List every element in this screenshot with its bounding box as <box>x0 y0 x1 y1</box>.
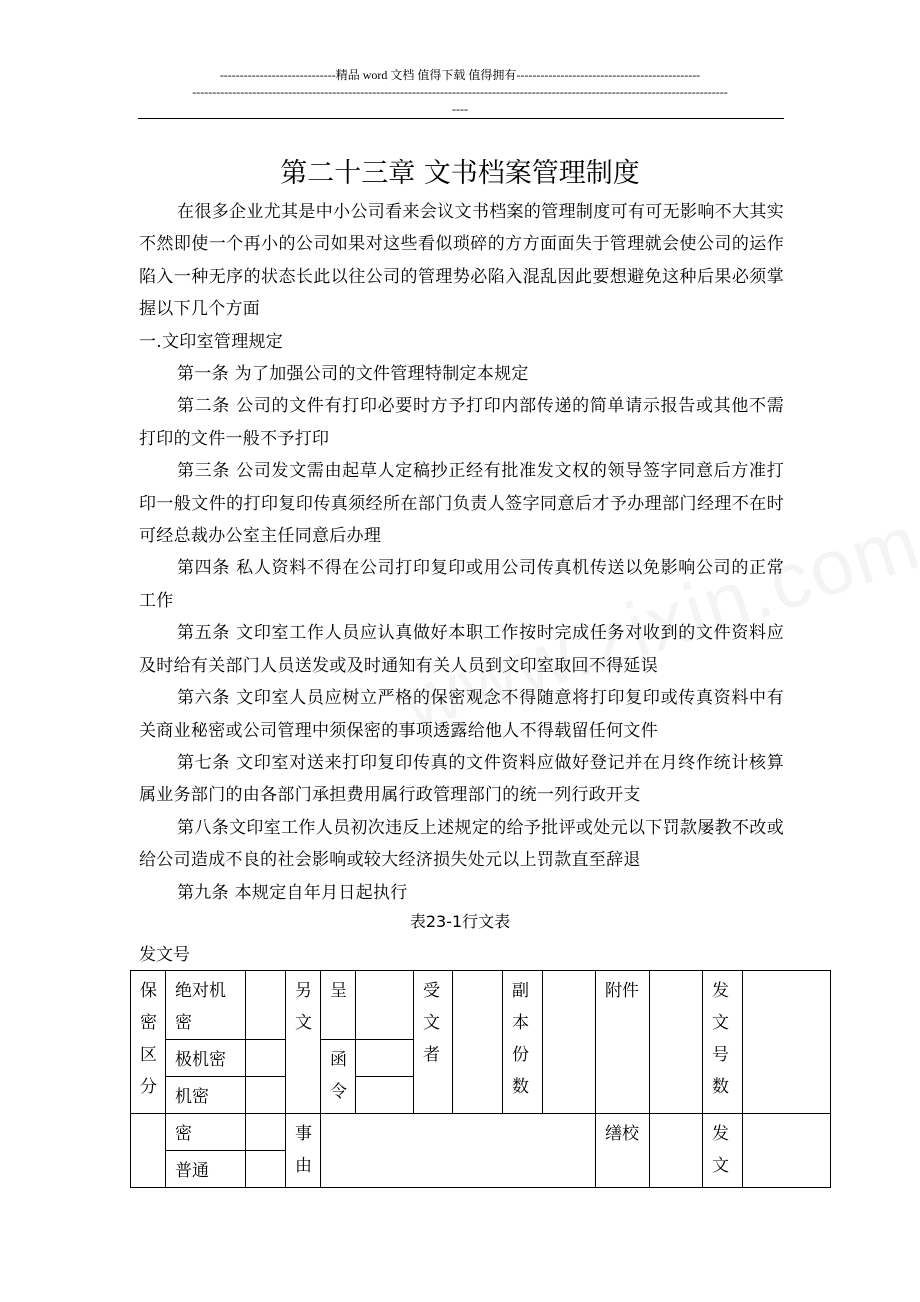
chapter-title: 第二十三章 文书档案管理制度 <box>280 158 640 190</box>
attachment-field[interactable] <box>650 971 703 1114</box>
letter-label: 函 令 <box>321 1040 356 1114</box>
header-rule <box>138 118 784 119</box>
intro-paragraph: 在很多企业尤其是中小公司看来会议文书档案的管理制度可有可无影响不大其实不然即使一个再小的公司如果对这些看似琐碎的方方面面失于管理就会使公司的运作陷入一种无序的状态长此以往公司的管理势必陷入混乱因此要想避免这种后果必须掌握以下几个方面 <box>139 202 784 320</box>
separate-doc-label: 另文 <box>286 971 321 1114</box>
secret-box[interactable] <box>246 1077 286 1114</box>
recipient-label: 受文者 <box>414 971 453 1114</box>
article-7: 第七条 文印室对送来打印复印传真的文件资料应做好登记并在月终作统计核算属业务部门的由各部门承担费用属行政管理部门的统一列行政开支 <box>139 752 784 806</box>
copies-field[interactable] <box>543 971 596 1114</box>
secret-label: 机密 <box>166 1077 246 1114</box>
copies-label: 副本份数 <box>503 971 543 1114</box>
confidential-label: 密 <box>166 1114 246 1151</box>
attachment-label: 附件 <box>596 971 650 1114</box>
ordinary-label: 普通 <box>166 1151 246 1188</box>
order-label: 令 <box>330 1082 347 1102</box>
dispatch-label: 发文 <box>703 1114 743 1188</box>
recipient-field[interactable] <box>453 971 503 1114</box>
article-2: 第二条 公司的文件有打印必要时方予打印内部传递的简单请示报告或其他不需打印的文件一般不予打印 <box>139 396 784 449</box>
document-routing-form <box>130 970 831 1188</box>
order-box[interactable] <box>356 1077 414 1114</box>
ordinary-box[interactable] <box>246 1151 286 1188</box>
article-3: 第三条 公司发文需由起草人定稿抄正经有批准发文权的领导签字同意后方准打印一般文件的打印复印传真须经所在部门负责人签字同意后才予办理部门经理不在时可经总裁办公室主任同意后办理 <box>139 461 784 547</box>
doc-number-label: 发文号数 <box>703 971 743 1114</box>
proofread-label: 缮校 <box>596 1114 650 1188</box>
article-5: 第五条 文印室工作人员应认真做好本职工作按时完成任务对收到的文件资料应及时给有关部门人员送发或及时通知有关人员到文印室取回不得延误 <box>139 623 784 676</box>
header-dash-line: -------------------------------------------------------------------------------------------------------------------------------------- <box>192 85 728 99</box>
article-1: 第一条 为了加强公司的文件管理特制定本规定 <box>177 364 529 385</box>
document-body <box>139 196 784 909</box>
subject-label: 事由 <box>286 1114 321 1188</box>
highly-secret-label: 极机密 <box>166 1040 246 1077</box>
doc-number-field[interactable] <box>743 971 831 1114</box>
article-8: 第八条文印室工作人员初次违反上述规定的给予批评或处元以下罚款屡教不改或给公司造成不良的社会影响或较大经济损失处元以上罚款直至辞退 <box>139 817 784 871</box>
header-line: -----------------------------精品 word 文档 值得下载 值得拥有---------------------------------------------- <box>219 68 701 82</box>
article-6: 第六条 文印室人员应树立严格的保密观念不得随意将打印复印或传真资料中有关商业秘密或公司管理中须保密的事项透露给他人不得载留任何文件 <box>139 688 784 741</box>
section-heading: 一.文印室管理规定 <box>139 331 284 352</box>
fawenhao-label: 发文号 <box>139 945 190 965</box>
article-9: 第九条 本规定自年月日起执行 <box>177 882 408 903</box>
top-secret-box[interactable] <box>246 971 286 1040</box>
dispatch-field[interactable] <box>743 1114 831 1188</box>
highly-secret-box[interactable] <box>246 1040 286 1077</box>
header-dash-tail: ---- <box>452 102 468 116</box>
proofread-field[interactable] <box>650 1114 703 1188</box>
confidential-box[interactable] <box>246 1114 286 1151</box>
article-4: 第四条 私人资料不得在公司打印复印或用公司传真机传送以免影响公司的正常工作 <box>139 558 784 611</box>
report-label: 呈 <box>321 971 356 1040</box>
letter-box[interactable] <box>356 1040 414 1077</box>
subject-field[interactable] <box>321 1114 596 1188</box>
table-caption: 表23-1行文表 <box>409 912 511 931</box>
top-secret-label: 绝对机密 <box>166 971 246 1040</box>
report-box[interactable] <box>356 971 414 1040</box>
security-spacer <box>131 1114 166 1188</box>
security-class-label: 保密区分 <box>131 971 166 1114</box>
